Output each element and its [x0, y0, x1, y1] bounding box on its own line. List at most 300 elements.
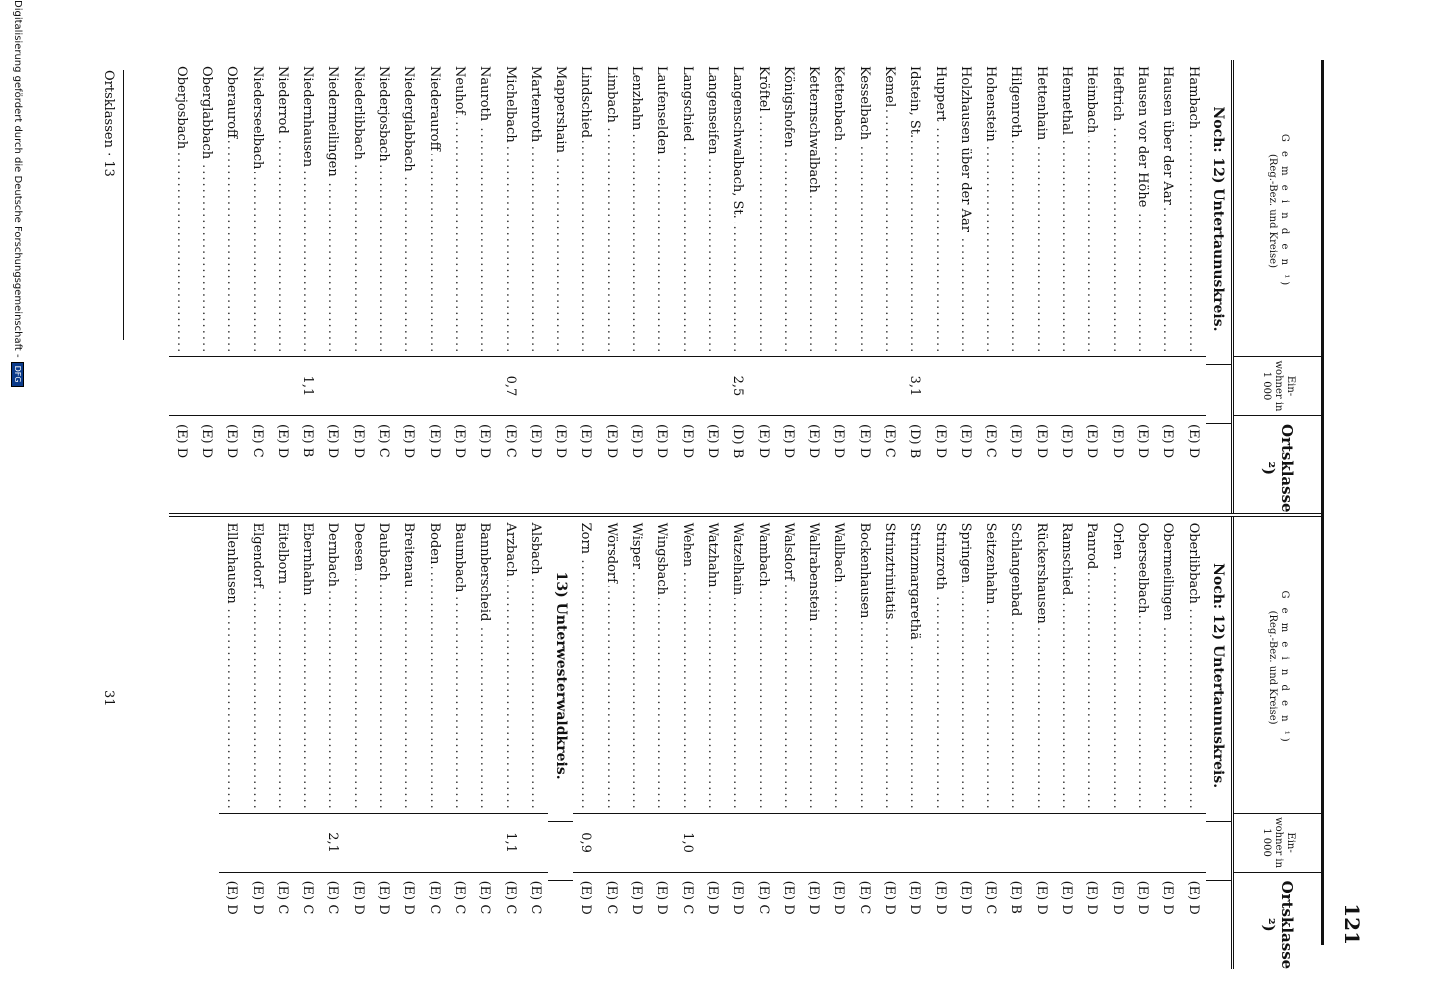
- table-row: [523, 60, 548, 513]
- municipality-name: Niederseelbach: [250, 66, 265, 172]
- population: [447, 813, 472, 872]
- municipality-name: Kesselbach: [857, 66, 872, 143]
- table-row: [497, 517, 522, 970]
- municipality-name: Niederjosbach: [376, 66, 391, 165]
- locality-class: (E) D: [396, 415, 421, 513]
- municipality-name: Limbach: [604, 66, 619, 126]
- table-row: [346, 517, 371, 970]
- locality-class: (E) C: [877, 415, 902, 513]
- municipality-name: Oberauroff: [224, 66, 239, 141]
- table-row: [1079, 517, 1104, 970]
- table-row: [270, 60, 295, 513]
- table-row: [244, 60, 269, 513]
- table-body: [169, 60, 1322, 970]
- locality-class: (E) D: [1180, 872, 1205, 970]
- population: [244, 356, 269, 415]
- municipality-name: Obermeilingen: [1160, 523, 1175, 624]
- locality-class: (E) D: [194, 415, 219, 513]
- table-row: [295, 517, 320, 970]
- locality-class: (E) D: [396, 872, 421, 970]
- locality-class: (E) C: [852, 872, 877, 970]
- table-row: [219, 517, 244, 970]
- locality-class: (E) D: [1105, 872, 1130, 970]
- locality-class: (E) D: [1079, 415, 1104, 513]
- population: [1079, 356, 1104, 415]
- table-row: [801, 60, 826, 513]
- locality-class: (E) D: [447, 415, 472, 513]
- population: [396, 813, 421, 872]
- municipality-name: Panrod: [1084, 523, 1099, 573]
- municipality-name: Lindschied: [578, 66, 593, 141]
- locality-class: (E) D: [573, 415, 598, 513]
- table-row: [750, 517, 775, 970]
- locality-class: (D) B: [725, 415, 750, 513]
- table-row: [472, 60, 497, 513]
- municipality-name: Wingsbach: [654, 523, 669, 598]
- population: [346, 813, 371, 872]
- municipality-name: Bockenhausen: [857, 523, 872, 622]
- municipality-name: Wallbach: [831, 523, 846, 586]
- table-row: [396, 60, 421, 513]
- population: 1,0: [674, 813, 699, 872]
- credit-text: Digitalisierung gefördert durch die Deutsche Forschungsgemeinschaft -: [12, 0, 23, 358]
- municipality-name: Niederlibbach: [351, 66, 366, 163]
- locality-class: (E) D: [826, 872, 851, 970]
- locality-class: (E) C: [497, 415, 522, 513]
- municipality-name: Seitzenhahn: [983, 523, 998, 608]
- locality-class: (E) D: [548, 415, 573, 513]
- population: [801, 356, 826, 415]
- municipality-name: Ebernhahn: [300, 523, 315, 599]
- table-row: [599, 517, 624, 970]
- population: [1054, 813, 1079, 872]
- municipality-name: Hausen vor der Höhe: [1135, 66, 1150, 210]
- table-row: [447, 517, 472, 970]
- municipality-name: Bannberscheid: [477, 523, 492, 625]
- municipality-name: Lenzhahn: [629, 66, 644, 133]
- population: [219, 356, 244, 415]
- table-row: [497, 60, 522, 513]
- locality-class: (E) C: [750, 872, 775, 970]
- population: [1105, 813, 1130, 872]
- table-row: [1054, 517, 1079, 970]
- population: [1180, 813, 1205, 872]
- population: [725, 813, 750, 872]
- population: [776, 356, 801, 415]
- locality-class: (E) D: [219, 872, 244, 970]
- municipality-name: Watzhahn: [705, 523, 720, 591]
- locality-class: (E) D: [826, 415, 851, 513]
- locality-class: (E) D: [801, 415, 826, 513]
- population: [674, 356, 699, 415]
- locality-class: (E) D: [346, 872, 371, 970]
- table-row: [953, 517, 978, 970]
- municipality-name: Oberglabbach: [199, 66, 214, 162]
- population: [750, 813, 775, 872]
- table-row: [700, 517, 725, 970]
- locality-class: (E) D: [1180, 415, 1205, 513]
- locality-class: (E) D: [725, 872, 750, 970]
- municipality-name: Nauroth: [477, 66, 492, 124]
- municipality-name: Ellenhausen: [224, 523, 239, 607]
- municipality-name: Kröftel: [756, 66, 771, 115]
- table-row: [320, 60, 345, 513]
- municipality-name: Boden: [427, 523, 442, 568]
- section-heading: 13) Unterwesterwaldkreis.: [548, 517, 573, 970]
- table-row: [1130, 60, 1155, 513]
- municipality-name: Watzelhain: [730, 523, 745, 599]
- table-row: [346, 60, 371, 513]
- locality-class: (E) D: [649, 415, 674, 513]
- municipality-name: Elgendorf: [250, 523, 265, 591]
- population: 0,7: [497, 356, 522, 415]
- population: [1130, 356, 1155, 415]
- table-row: [219, 60, 244, 513]
- population: [1079, 813, 1104, 872]
- population: [927, 356, 952, 415]
- municipality-name: Schlangenbad: [1008, 523, 1023, 620]
- locality-class: (E) C: [422, 872, 447, 970]
- population: [1029, 356, 1054, 415]
- locality-class: (E) D: [953, 872, 978, 970]
- table-row: [1155, 517, 1180, 970]
- table-row: [649, 517, 674, 970]
- locality-class: (E) C: [472, 872, 497, 970]
- table-row: [700, 60, 725, 513]
- municipality-name: Zorn: [578, 523, 593, 557]
- population: [826, 356, 851, 415]
- population: [422, 813, 447, 872]
- table-row: [573, 517, 598, 970]
- municipality-name: Baumbach: [452, 523, 467, 596]
- footer-signature: Ortsklassen · 13: [101, 70, 116, 177]
- header-name-sub: (Reg.-Bez. und Kreise): [1267, 610, 1278, 725]
- locality-class: (E) D: [700, 415, 725, 513]
- locality-class: (E) D: [776, 415, 801, 513]
- table-row: [852, 60, 877, 513]
- header-name: G e m e i n d e n ¹): [1279, 133, 1290, 289]
- municipality-name: Wörsdorf: [604, 523, 619, 586]
- digitization-credit: [11, 0, 24, 1000]
- population: 0,9: [573, 813, 598, 872]
- municipality-name: Ramschied: [1059, 523, 1074, 599]
- locality-class: (D) B: [902, 415, 927, 513]
- header-class: Ortsklasse ²): [1234, 872, 1322, 970]
- locality-class: (E) D: [1079, 872, 1104, 970]
- population: [320, 356, 345, 415]
- locality-class: (E) C: [523, 872, 548, 970]
- table-row: [953, 60, 978, 513]
- population: [1105, 356, 1130, 415]
- table-row: [801, 517, 826, 970]
- population: [1180, 356, 1205, 415]
- table-row: [624, 60, 649, 513]
- locality-class: (E) C: [497, 872, 522, 970]
- locality-class: (E) C: [978, 415, 1003, 513]
- population: [371, 813, 396, 872]
- population: [270, 356, 295, 415]
- municipality-name: Ketternschwalbach: [806, 66, 821, 196]
- locality-class: (E) D: [1054, 872, 1079, 970]
- population: [624, 813, 649, 872]
- population: 2,1: [320, 813, 345, 872]
- population: [953, 356, 978, 415]
- page-number: 121: [1340, 903, 1364, 945]
- table-row: [1180, 60, 1205, 513]
- table-row: [1155, 60, 1180, 513]
- table-row: [422, 60, 447, 513]
- population: [852, 356, 877, 415]
- table-row: [1029, 517, 1054, 970]
- municipality-name: Oberjosbach: [174, 66, 189, 152]
- population: [295, 813, 320, 872]
- table-row: [826, 60, 851, 513]
- locality-class: (E) D: [1029, 872, 1054, 970]
- municipality-name: Langschied: [680, 66, 695, 145]
- table-row: [852, 517, 877, 970]
- locality-class: (E) D: [801, 872, 826, 970]
- municipality-name: Mappershain: [553, 66, 568, 156]
- locality-class: (E) D: [599, 415, 624, 513]
- population: [523, 356, 548, 415]
- municipality-name: Martenroth: [528, 66, 543, 145]
- locality-class: (E) D: [346, 415, 371, 513]
- locality-class: (E) C: [599, 872, 624, 970]
- population: [776, 813, 801, 872]
- population: [169, 356, 194, 415]
- municipality-name: Kemel: [882, 66, 897, 110]
- locality-class: (E) B: [295, 415, 320, 513]
- table-row: [927, 517, 952, 970]
- municipality-name: Dernbach: [325, 523, 340, 590]
- locality-class: (E) C: [244, 415, 269, 513]
- locality-class: (E) D: [371, 872, 396, 970]
- population: 3,1: [902, 356, 927, 415]
- municipality-name: Wallrabenstein: [806, 523, 821, 625]
- population: 1,1: [497, 813, 522, 872]
- population: [599, 356, 624, 415]
- left-rows: [169, 60, 1231, 513]
- locality-class: (E) C: [978, 872, 1003, 970]
- locality-class: (E) D: [776, 872, 801, 970]
- population: [877, 813, 902, 872]
- locality-class: (E) D: [649, 872, 674, 970]
- municipality-name: Oberlibbach: [1186, 523, 1201, 607]
- municipality-name: Wambach: [756, 523, 771, 590]
- municipality-name: Deesen: [351, 523, 366, 575]
- municipality-name: Springen: [958, 523, 973, 586]
- municipality-name: Laufenselden: [654, 66, 669, 158]
- municipality-name: Walsdorf: [781, 523, 796, 584]
- table-row: [472, 517, 497, 970]
- population: [978, 813, 1003, 872]
- table-row: [649, 60, 674, 513]
- locality-class: (E) D: [700, 872, 725, 970]
- table-row: [1054, 60, 1079, 513]
- population: [1130, 813, 1155, 872]
- locality-class: (E) B: [1003, 872, 1028, 970]
- population: [750, 356, 775, 415]
- municipality-name: Neuhof: [452, 66, 467, 117]
- population: [826, 813, 851, 872]
- section-heading: Noch: 12) Untertaunuskreis.: [1206, 60, 1231, 513]
- municipality-name: Langenschwalbach, St.: [730, 66, 745, 222]
- municipality-name: Rückershausen: [1034, 523, 1049, 627]
- municipality-name: Strinztrinitatis: [882, 523, 897, 623]
- table-row: [750, 60, 775, 513]
- table-row: [624, 517, 649, 970]
- population: [927, 813, 952, 872]
- population: 1,1: [295, 356, 320, 415]
- population: [244, 813, 269, 872]
- population: [902, 813, 927, 872]
- table-row: [1003, 517, 1028, 970]
- locality-class: (E) D: [902, 872, 927, 970]
- table-row: [396, 517, 421, 970]
- population: [194, 356, 219, 415]
- table-row: [674, 60, 699, 513]
- municipality-name: Daubach: [376, 523, 391, 584]
- population: [548, 356, 573, 415]
- municipality-name: Wehen: [680, 523, 695, 570]
- population: [371, 356, 396, 415]
- locality-class: (E) D: [852, 415, 877, 513]
- population: [700, 356, 725, 415]
- population: [447, 356, 472, 415]
- municipality-name: Strinzroth: [933, 523, 948, 593]
- locality-class: (E) D: [573, 872, 598, 970]
- footer-page-number: 31: [101, 690, 116, 707]
- table-row: [573, 60, 598, 513]
- table-row: [674, 517, 699, 970]
- locality-class: (E) D: [877, 872, 902, 970]
- header-pop: Ein- wohner in 1 000: [1234, 813, 1322, 872]
- municipality-name: Königshofen: [781, 66, 796, 151]
- locality-class: (E) D: [927, 872, 952, 970]
- dfg-logo: DFG: [11, 362, 24, 387]
- table-row: [599, 60, 624, 513]
- municipality-name: Hohenstein: [983, 66, 998, 145]
- locality-class: (E) D: [1155, 872, 1180, 970]
- table-row: [270, 517, 295, 970]
- table-row: [1003, 60, 1028, 513]
- table-row: [877, 60, 902, 513]
- right-column: [169, 513, 1322, 970]
- locality-class: (E) D: [219, 415, 244, 513]
- population: [396, 356, 421, 415]
- municipality-name: Langenseifen: [705, 66, 720, 158]
- table-row: [371, 517, 396, 970]
- table-row: [447, 60, 472, 513]
- table-row: [194, 60, 219, 513]
- population: [422, 356, 447, 415]
- table-row: [1105, 517, 1130, 970]
- locality-class: (E) D: [523, 415, 548, 513]
- population: [700, 813, 725, 872]
- population: [978, 356, 1003, 415]
- locality-class: (E) D: [422, 415, 447, 513]
- table-row: [877, 517, 902, 970]
- locality-class: (E) C: [674, 872, 699, 970]
- municipality-name: Arzbach: [503, 523, 518, 580]
- population: [523, 813, 548, 872]
- left-column: [169, 60, 1322, 513]
- table-row: [725, 60, 750, 513]
- locality-class: (E) D: [270, 415, 295, 513]
- locality-class: (E) C: [371, 415, 396, 513]
- population: [599, 813, 624, 872]
- header-class: Ortsklasse ²): [1234, 415, 1322, 513]
- locality-class: (E) D: [1130, 415, 1155, 513]
- locality-class: (E) D: [624, 872, 649, 970]
- population: [1155, 356, 1180, 415]
- municipality-name: Niederrod: [275, 66, 290, 137]
- table-row: [371, 60, 396, 513]
- population: [877, 356, 902, 415]
- municipality-name: Hennethal: [1059, 66, 1074, 138]
- header-name-sub: (Reg.-Bez. und Kreise): [1267, 154, 1278, 268]
- population: [472, 813, 497, 872]
- population: [1054, 356, 1079, 415]
- locality-class: (E) D: [1130, 872, 1155, 970]
- header-name: G e m e i n d e n ¹): [1279, 590, 1290, 745]
- table-row: [927, 60, 952, 513]
- locality-class: (E) D: [1029, 415, 1054, 513]
- population: [801, 813, 826, 872]
- table-row: [1180, 517, 1205, 970]
- municipality-name: Strinzmargarethä: [907, 523, 922, 643]
- table-row: [902, 517, 927, 970]
- locality-class: (E) D: [1054, 415, 1079, 513]
- locality-class: (E) D: [1155, 415, 1180, 513]
- municipality-name: Hausen über der Aar: [1160, 66, 1175, 208]
- municipality-name: Idstein, St.: [907, 66, 922, 141]
- municipality-name: Wisper: [629, 523, 644, 572]
- municipality-name: Huppert: [933, 66, 948, 125]
- right-table-header: [1231, 517, 1322, 970]
- municipality-name: Hambach: [1186, 66, 1201, 132]
- municipality-name: Niederglabbach: [401, 66, 416, 175]
- population: [953, 813, 978, 872]
- locality-class: (E) D: [750, 415, 775, 513]
- population: 2,5: [725, 356, 750, 415]
- municipality-name: Kettenbach: [831, 66, 846, 144]
- table-row: [1079, 60, 1104, 513]
- locality-class: (E) C: [447, 872, 472, 970]
- locality-class: (E) D: [169, 415, 194, 513]
- municipality-name: Orlen: [1110, 523, 1125, 563]
- municipality-name: Heftrich: [1110, 66, 1125, 124]
- population: [472, 356, 497, 415]
- municipality-name: Niedernhausen: [300, 66, 315, 170]
- municipality-name: Eitelborn: [275, 523, 290, 587]
- table-row: [1029, 60, 1054, 513]
- municipality-name: Breitenau: [401, 523, 416, 591]
- table-row: [295, 60, 320, 513]
- population: [573, 356, 598, 415]
- table-row: [422, 517, 447, 970]
- population: [649, 813, 674, 872]
- locality-class: (E) C: [320, 872, 345, 970]
- locality-class: (E) D: [927, 415, 952, 513]
- population: [649, 356, 674, 415]
- locality-class: (E) D: [320, 415, 345, 513]
- locality-class: (E) D: [1003, 415, 1028, 513]
- municipality-name: Heimbach: [1084, 66, 1099, 136]
- municipality-name: Alsbach: [528, 523, 543, 578]
- table-row: [776, 60, 801, 513]
- population: [219, 813, 244, 872]
